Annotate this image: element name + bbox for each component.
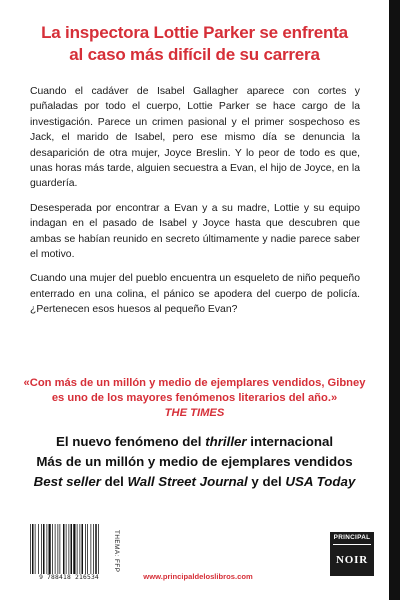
- barcode-bar: [93, 524, 94, 574]
- barcode-bar: [98, 524, 99, 574]
- synopsis-paragraph-2: Desesperada por encontrar a Evan y a su madre, Lottie y su equipo indagan en el pasado de Isabel y Joyce hasta que descubren que ambas se habían reunido en secreto últimamente y nadie parece saber el motivo.: [30, 202, 360, 261]
- barcode-bar: [95, 524, 97, 574]
- barcode-bar: [85, 524, 86, 574]
- barcode-bar: [55, 524, 56, 574]
- isbn-barcode: [28, 524, 114, 590]
- logo-bottom-text: NOIR: [336, 554, 368, 566]
- press-quote-text: «Con más de un millón y medio de ejemplares vendidos, Gibney es uno de los mayores fenómenos literarios del año.»: [23, 377, 366, 404]
- barcode-bar: [38, 524, 39, 574]
- barcode-bar: [77, 524, 78, 574]
- tagline-2: Más de un millón y medio de ejemplares vendidos: [36, 454, 353, 469]
- tagline-1: [22, 432, 367, 452]
- barcode-bar: [47, 524, 48, 574]
- barcode-bar: [60, 524, 61, 574]
- barcode-bar: [52, 524, 53, 574]
- taglines: [22, 432, 367, 492]
- barcode-bar: [41, 524, 42, 574]
- barcode-bar: [69, 524, 70, 574]
- barcode-bar: [32, 524, 34, 574]
- headline: [22, 22, 367, 66]
- synopsis-paragraph-1: Cuando el cadáver de Isabel Gallagher aparece con cortes y puñaladas por todo el cuerpo, Lottie Parker se hace cargo de la investigación. Parece un crimen pasional y el primer sospechoso es Jack, el marido de Isabel, pero ese mismo día se denuncia la desaparición de otra mujer, Joyce Breslin. Y lo peor de todo es que, unas horas más tarde, alguien secuestra a Evan, el hijo de Joyce, en la guardería.: [30, 86, 360, 190]
- headline-line-2: al caso más difícil de su carrera: [69, 45, 320, 64]
- barcode-bar: [58, 524, 59, 574]
- barcode-bar: [35, 524, 36, 574]
- publisher-website-link[interactable]: www.principaldeloslibros.com: [143, 572, 253, 581]
- logo-top-text: PRINCIPAL: [333, 534, 371, 541]
- logo-divider: [333, 544, 371, 545]
- tagline-3-connector-2: y del: [247, 474, 286, 489]
- tagline-3-best-seller: Best seller: [33, 474, 101, 489]
- tagline-3-usa-today: USA Today: [285, 474, 356, 489]
- tagline-3-connector-1: del: [100, 474, 128, 489]
- barcode-bar: [87, 524, 88, 574]
- headline-line-1: La inspectora Lottie Parker se enfrenta: [41, 23, 348, 42]
- synopsis-paragraph-3: Cuando una mujer del pueblo encuentra un esqueleto de niño pequeño enterrado en una colina, el pánico se apodera del cuerpo de policía. ¿Pertenecen esos huesos al pequeño Evan?: [30, 273, 360, 316]
- press-quote: [22, 376, 367, 421]
- tagline-1-emphasis: thriller: [205, 434, 247, 449]
- spine-edge-band: [389, 0, 400, 600]
- barcode-bar: [66, 524, 67, 574]
- publisher-logo: [330, 532, 374, 576]
- barcode-bar: [30, 524, 31, 574]
- tagline-3-wsj: Wall Street Journal: [127, 474, 248, 489]
- isbn-number: 9 788418 216534: [39, 574, 99, 581]
- synopsis: [30, 84, 360, 327]
- tagline-3: [22, 472, 367, 492]
- thema-code: THEMA: FFP: [113, 530, 120, 573]
- tagline-1-pre: El nuevo fenómeno del: [55, 434, 206, 449]
- barcode-bar: [43, 524, 45, 574]
- barcode-bar: [49, 524, 51, 574]
- barcode-bar: [82, 524, 84, 574]
- tagline-1-post: internacional: [246, 434, 334, 449]
- barcode-bar: [91, 524, 92, 574]
- barcode-bar: [73, 524, 75, 574]
- press-quote-source: THE TIMES: [164, 407, 225, 419]
- barcode-bar: [71, 524, 73, 574]
- barcode-icon: [28, 524, 110, 574]
- barcode-bar: [80, 524, 81, 574]
- barcode-bar: [63, 524, 65, 574]
